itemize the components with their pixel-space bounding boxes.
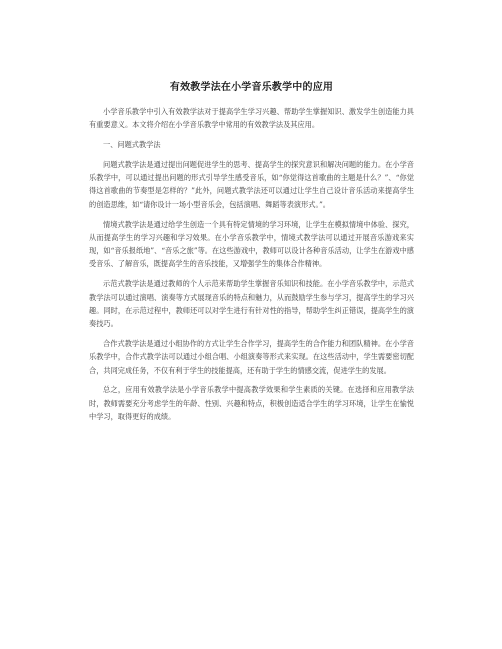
section-heading: 一、问题式教学法 [103,140,161,150]
document-body [89,78,414,430]
cooperation-method-paragraph: 合作式教学法是通过小组协作的方式让学生合作学习，提高学生的合作能力和团队精神。在小学音乐教学中，合作式教学法可以通过小组合唱、小组演奏等形式来实现。在这些活动中，学生需要密切配合，共同完成任务，不仅有利于学生的技能提高，还有助于学生的情感交流，促进学生的发展。 [89,338,414,375]
intro-paragraph: 小学音乐教学中引入有效教学法对于提高学生学习兴趣、帮助学生掌握知识、激发学生创造能力具有重要意义。本文将介绍在小学音乐教学中常用的有效教学法及其应用。 [89,107,414,130]
document-title: 有效教学法在小学音乐教学中的应用 [169,82,334,93]
demonstration-method-paragraph: 示范式教学法是通过教师的个人示范来帮助学生掌握音乐知识和技能。在小学音乐教学中，示范式教学法可以通过演唱、演奏等方式展现音乐的特点和魅力，从而鼓励学生参与学习，提高学生的学习兴趣。同时，在示范过程中，教师还可以对学生进行有针对性的指导，帮助学生纠正错误，提高学生的演奏技巧。 [89,279,414,329]
situation-method-paragraph: 情境式教学法是通过给学生创造一个具有特定情境的学习环境，让学生在模拟情境中体验、探究，从而提高学生的学习兴趣和学习效果。在小学音乐教学中，情境式教学法可以通过开展音乐游戏来实现，如“音乐报纸地”、“音乐之旅”等。在这些游戏中，教师可以设计各种音乐活动，让学生在游戏中感受音乐、了解音乐，既提高学生的音乐技能，又增强学生的集体合作精神。 [89,219,414,269]
problem-method-paragraph: 问题式教学法是通过提出问题促进学生的思考、提高学生的探究意识和解决问题的能力。在小学音乐教学中，可以通过提出问题的形式引导学生感受音乐，如“你觉得这首歌曲的主题是什么？”、“你觉得这首歌曲的节奏型是怎样的？”此外，问题式教学法还可以通过让学生自己设计音乐活动来提高学生的创造思维，如“请你设计一场小型音乐会，包括演唱、舞蹈等表演形式。”。 [89,159,414,209]
conclusion-paragraph: 总之，应用有效教学法是小学音乐教学中提高教学效果和学生素质的关键。在选择和应用教学法时，教师需要充分考虑学生的年龄、性别、兴趣和特点，积极创造适合学生的学习环境，让学生在愉悦中学习，取得更好的成绩。 [89,385,414,421]
